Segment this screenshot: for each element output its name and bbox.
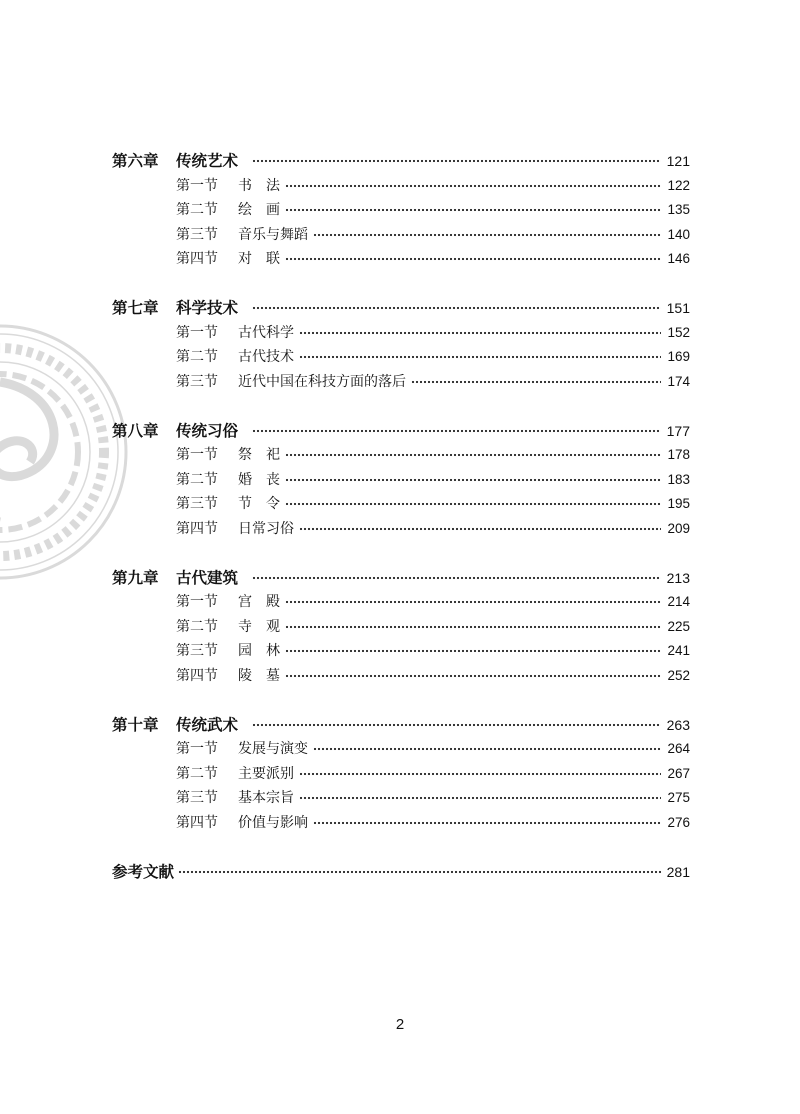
- dot-leader: [299, 796, 661, 800]
- chapter-page-number: 177: [666, 422, 690, 439]
- toc-chapter-row[interactable]: [112, 296, 690, 321]
- dot-leader: [313, 747, 661, 751]
- toc-section-row[interactable]: [112, 492, 690, 517]
- section-number: 第一节: [176, 447, 218, 463]
- section-number: 第四节: [176, 520, 218, 537]
- section-number: 第二节: [176, 765, 218, 782]
- dot-leader: [285, 649, 661, 653]
- toc-section-row[interactable]: [112, 615, 690, 640]
- toc-section-row[interactable]: [112, 174, 690, 199]
- dot-leader: [285, 478, 661, 482]
- dot-leader: [285, 502, 661, 506]
- section-page-number: 241: [667, 643, 690, 658]
- section-page-number: 275: [667, 790, 690, 805]
- section-number: 第一节: [176, 594, 218, 610]
- section-number: 第二节: [176, 618, 218, 635]
- toc-section-row[interactable]: [112, 345, 690, 370]
- toc-chapter-row[interactable]: [112, 713, 690, 738]
- dot-leader: [252, 723, 661, 727]
- dot-leader: [252, 429, 661, 433]
- section-title: 婚 丧: [238, 471, 280, 488]
- toc-section-row[interactable]: [112, 664, 690, 689]
- section-page-number: 276: [667, 814, 690, 830]
- dot-leader: [285, 184, 661, 188]
- chapter-number: 第八章: [112, 420, 159, 440]
- dot-leader: [411, 380, 661, 384]
- chapter-gap: [112, 541, 690, 566]
- dot-leader: [285, 600, 661, 604]
- section-title: 对 联: [238, 251, 280, 267]
- section-number: 第四节: [176, 667, 218, 684]
- section-title: 书 法: [238, 177, 280, 194]
- dot-leader: [299, 772, 661, 776]
- section-number: 第二节: [176, 471, 218, 488]
- section-page-number: 122: [667, 177, 690, 193]
- toc-section-row[interactable]: [112, 786, 690, 811]
- dot-leader: [285, 453, 661, 457]
- toc-section-row[interactable]: [112, 443, 690, 468]
- section-page-number: 267: [667, 765, 690, 781]
- page-number: 2: [395, 1016, 405, 1033]
- toc-section-row[interactable]: [112, 321, 690, 346]
- section-number: 第三节: [176, 790, 218, 806]
- section-title: 音乐与舞蹈: [238, 226, 308, 243]
- toc-section-row[interactable]: [112, 590, 690, 615]
- dot-leader: [178, 870, 661, 874]
- toc-section-row[interactable]: [112, 639, 690, 664]
- section-number: 第一节: [176, 177, 218, 194]
- dot-leader: [252, 306, 661, 310]
- table-of-contents: [112, 149, 690, 884]
- chapter-page-number: 121: [666, 153, 690, 169]
- section-page-number: 146: [667, 251, 690, 266]
- section-page-number: 225: [667, 618, 690, 634]
- section-number: 第二节: [176, 349, 218, 365]
- section-title: 绘 画: [238, 202, 280, 218]
- section-title: 古代技术: [238, 349, 294, 365]
- chapter-title: 科学技术: [176, 298, 239, 317]
- toc-references-row[interactable]: [112, 860, 690, 885]
- references-title: 参考文献: [112, 861, 175, 881]
- section-page-number: 209: [667, 520, 690, 536]
- section-title: 寺 观: [238, 618, 280, 635]
- section-number: 第四节: [176, 814, 218, 831]
- toc-section-row[interactable]: [112, 762, 690, 787]
- chapter-number: 第六章: [112, 151, 159, 170]
- dot-leader: [285, 257, 661, 261]
- chapter-number: 第七章: [112, 298, 159, 317]
- dot-leader: [285, 625, 661, 629]
- toc-section-row[interactable]: [112, 198, 690, 223]
- section-page-number: 252: [667, 667, 690, 683]
- toc-chapter-row[interactable]: [112, 566, 690, 591]
- section-page-number: 169: [667, 349, 690, 364]
- toc-section-row[interactable]: [112, 811, 690, 836]
- chapter-gap: [112, 272, 690, 297]
- dot-leader: [285, 208, 661, 212]
- section-title: 宫 殿: [238, 594, 280, 610]
- section-number: 第二节: [176, 202, 218, 218]
- section-title: 古代科学: [238, 324, 294, 341]
- section-page-number: 264: [667, 741, 690, 756]
- section-number: 第三节: [176, 496, 218, 512]
- dot-leader: [313, 821, 661, 825]
- section-number: 第一节: [176, 741, 218, 757]
- dot-leader: [252, 159, 661, 163]
- section-title: 发展与演变: [238, 741, 308, 757]
- dot-leader: [299, 331, 661, 335]
- ornamental-circle-watermark-icon: [0, 322, 130, 582]
- dot-leader: [299, 355, 661, 359]
- dot-leader: [285, 674, 661, 678]
- chapter-gap: [112, 688, 690, 713]
- section-page-number: 183: [667, 471, 690, 487]
- chapter-number: 第十章: [112, 714, 159, 734]
- toc-section-row[interactable]: [112, 247, 690, 272]
- references-page-number: 281: [666, 863, 690, 880]
- toc-section-row[interactable]: [112, 737, 690, 762]
- section-number: 第四节: [176, 251, 218, 267]
- section-page-number: 152: [667, 324, 690, 340]
- section-title: 基本宗旨: [238, 790, 294, 806]
- toc-section-row[interactable]: [112, 370, 690, 395]
- chapter-title: 传统艺术: [176, 151, 239, 170]
- section-page-number: 178: [667, 447, 690, 462]
- toc-section-row[interactable]: [112, 517, 690, 542]
- section-title: 日常习俗: [238, 520, 294, 537]
- section-page-number: 214: [667, 594, 690, 609]
- chapter-gap: [112, 394, 690, 419]
- chapter-gap: [112, 835, 690, 860]
- section-number: 第三节: [176, 643, 218, 659]
- section-title: 主要派别: [238, 765, 294, 782]
- chapter-title: 古代建筑: [176, 567, 239, 587]
- toc-chapter-row[interactable]: [112, 149, 690, 174]
- chapter-number: 第九章: [112, 567, 159, 587]
- section-title: 节 令: [238, 496, 280, 512]
- section-title: 价值与影响: [238, 814, 308, 831]
- section-number: 第一节: [176, 324, 218, 341]
- chapter-title: 传统习俗: [176, 420, 239, 440]
- toc-section-row[interactable]: [112, 223, 690, 248]
- section-page-number: 135: [667, 202, 690, 217]
- chapter-title: 传统武术: [176, 714, 239, 734]
- toc-chapter-row[interactable]: [112, 419, 690, 444]
- section-title: 陵 墓: [238, 667, 280, 684]
- section-page-number: 174: [667, 373, 690, 389]
- toc-section-row[interactable]: [112, 468, 690, 493]
- section-number: 第三节: [176, 226, 218, 243]
- chapter-page-number: 151: [666, 300, 690, 316]
- section-number: 第三节: [176, 373, 218, 390]
- section-title: 园 林: [238, 643, 280, 659]
- section-page-number: 195: [667, 496, 690, 511]
- section-page-number: 140: [667, 226, 690, 242]
- dot-leader: [299, 527, 661, 531]
- section-title: 祭 祀: [238, 447, 280, 463]
- chapter-page-number: 213: [666, 569, 690, 586]
- dot-leader: [252, 576, 661, 580]
- section-title: 近代中国在科技方面的落后: [238, 373, 406, 390]
- chapter-page-number: 263: [666, 716, 690, 733]
- dot-leader: [313, 233, 661, 237]
